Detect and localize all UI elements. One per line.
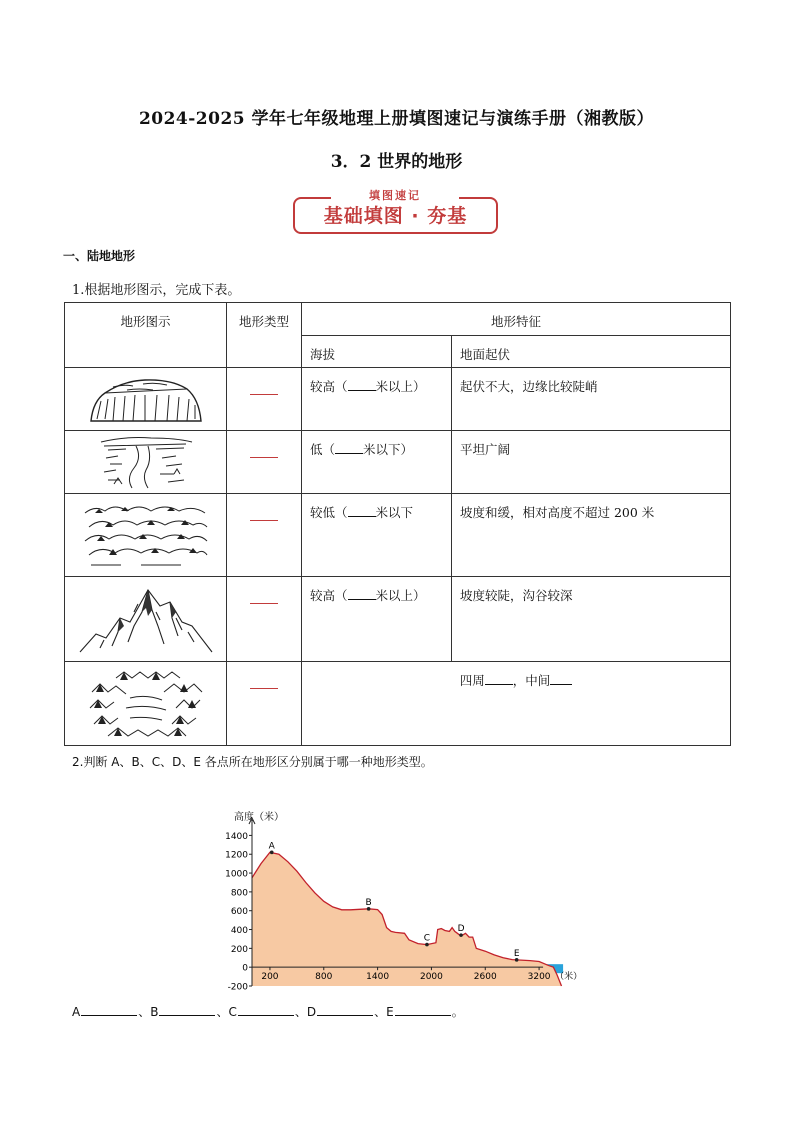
mountain-image bbox=[65, 577, 227, 662]
x-tick-label: 800 bbox=[315, 972, 333, 983]
basin-sketch-icon bbox=[86, 668, 206, 740]
basin-text-2: ，中间 bbox=[512, 673, 551, 688]
altitude-suffix: 米以下 bbox=[375, 505, 414, 520]
type-cell bbox=[227, 577, 302, 662]
x-tick-label: 2000 bbox=[419, 972, 443, 983]
plateau-image bbox=[65, 368, 227, 431]
point-label: A bbox=[268, 841, 275, 852]
point-label: B bbox=[365, 897, 372, 908]
table-row bbox=[65, 368, 731, 431]
answer-separator: 、 bbox=[374, 1005, 387, 1019]
section-heading: 一、陆地地形 bbox=[63, 249, 136, 263]
type-cell bbox=[227, 494, 302, 577]
altitude-blank[interactable] bbox=[335, 440, 363, 454]
answer-blank[interactable] bbox=[159, 1003, 215, 1016]
point-label: E bbox=[513, 948, 520, 959]
type-blank[interactable] bbox=[250, 589, 278, 604]
doc-title: 2024-2025 学年七年级地理上册填图速记与演练手册（湘教版） bbox=[138, 109, 655, 129]
doc-subtitle: 3．2 世界的地形 bbox=[330, 152, 463, 172]
altitude-cell bbox=[302, 577, 452, 662]
y-tick-label: 600 bbox=[230, 907, 248, 918]
altitude-prefix: 较低（ bbox=[310, 505, 348, 520]
type-blank[interactable] bbox=[250, 674, 278, 689]
banner-top-text: 填图速记 bbox=[331, 186, 459, 206]
terrain-table bbox=[64, 302, 731, 746]
x-axis-label: （米） bbox=[555, 972, 583, 983]
type-blank[interactable] bbox=[250, 506, 278, 521]
y-tick-label: 0 bbox=[242, 963, 248, 974]
table-row bbox=[65, 662, 731, 746]
relief-cell: 起伏不大，边缘比较陡峭 bbox=[452, 368, 731, 431]
altitude-cell bbox=[302, 368, 452, 431]
answer-label: D bbox=[306, 1005, 317, 1019]
relief-cell: 坡度和缓，相对高度不超过 200 米 bbox=[452, 494, 731, 577]
y-tick-label: 200 bbox=[230, 944, 248, 955]
altitude-suffix: 米以上） bbox=[375, 588, 426, 603]
answer-blank[interactable] bbox=[81, 1003, 137, 1016]
mountain-sketch-icon bbox=[76, 582, 216, 656]
altitude-prefix: 较高（ bbox=[310, 379, 348, 394]
y-tick-label: -200 bbox=[227, 982, 248, 993]
altitude-blank[interactable] bbox=[348, 377, 376, 391]
altitude-cell bbox=[302, 431, 452, 494]
altitude-suffix: 米以上） bbox=[375, 379, 426, 394]
basin-blank-2[interactable] bbox=[550, 671, 572, 685]
answer-blank[interactable] bbox=[317, 1003, 373, 1016]
altitude-blank[interactable] bbox=[348, 503, 376, 517]
y-tick-label: 400 bbox=[230, 926, 248, 937]
answer-separator: 、 bbox=[138, 1005, 151, 1019]
answer-separator: 。 bbox=[451, 1005, 464, 1019]
header-type: 地形类型 bbox=[227, 303, 302, 368]
x-tick-label: 3200 bbox=[527, 972, 551, 983]
y-tick-label: 800 bbox=[230, 888, 248, 899]
point-label: D bbox=[457, 924, 465, 935]
relief-cell: 坡度较陡，沟谷较深 bbox=[452, 577, 731, 662]
answer-label: C bbox=[228, 1005, 237, 1019]
table-row bbox=[65, 431, 731, 494]
answer-blank[interactable] bbox=[395, 1003, 451, 1016]
y-tick-label: 1400 bbox=[225, 831, 248, 842]
relief-cell: 平坦广阔 bbox=[452, 431, 731, 494]
answer-line bbox=[72, 1003, 464, 1020]
y-axis-label: 高度（米） bbox=[234, 812, 284, 823]
plateau-sketch-icon bbox=[83, 371, 208, 427]
altitude-blank[interactable] bbox=[348, 586, 376, 600]
type-blank[interactable] bbox=[250, 443, 278, 458]
section-banner bbox=[293, 186, 498, 233]
x-tick-label: 1400 bbox=[366, 972, 390, 983]
altitude-prefix: 低（ bbox=[310, 442, 336, 457]
type-blank[interactable] bbox=[250, 380, 278, 395]
answer-separator: 、 bbox=[216, 1005, 229, 1019]
basin-text-1: 四周 bbox=[459, 673, 485, 688]
header-features: 地形特征 bbox=[302, 303, 731, 336]
answer-separator: 、 bbox=[294, 1005, 307, 1019]
basin-image bbox=[65, 662, 227, 746]
altitude-suffix: 米以下） bbox=[363, 442, 414, 457]
answer-blank[interactable] bbox=[238, 1003, 294, 1016]
table-row bbox=[65, 577, 731, 662]
altitude-prefix: 较高（ bbox=[310, 588, 348, 603]
question-1-prompt: 1.根据地形图示，完成下表。 bbox=[72, 283, 241, 298]
answer-label: E bbox=[386, 1005, 394, 1019]
elevation-profile-chart bbox=[220, 806, 583, 993]
y-tick-label: 1000 bbox=[225, 869, 248, 880]
header-image: 地形图示 bbox=[65, 303, 227, 368]
table-row bbox=[65, 494, 731, 577]
header-relief: 地面起伏 bbox=[452, 335, 731, 368]
type-cell bbox=[227, 662, 302, 746]
type-cell bbox=[227, 431, 302, 494]
type-cell bbox=[227, 368, 302, 431]
y-tick-label: 1200 bbox=[225, 850, 248, 861]
plain-image bbox=[65, 431, 227, 494]
plain-sketch-icon bbox=[96, 434, 196, 490]
answer-label: A bbox=[72, 1005, 81, 1019]
basin-feature-cell bbox=[302, 662, 731, 746]
basin-blank-1[interactable] bbox=[485, 671, 513, 685]
hills-sketch-icon bbox=[81, 499, 211, 571]
answer-label: B bbox=[150, 1005, 159, 1019]
point-label: C bbox=[423, 933, 431, 944]
altitude-cell bbox=[302, 494, 452, 577]
x-tick-label: 200 bbox=[261, 972, 279, 983]
hills-image bbox=[65, 494, 227, 577]
question-2-prompt: 2.判断 A、B、C、D、E 各点所在地形区分别属于哪一种地形类型。 bbox=[72, 755, 433, 769]
x-tick-label: 2600 bbox=[473, 972, 497, 983]
banner-main-text: 基础填图 · 夯基 bbox=[323, 205, 468, 227]
header-altitude: 海拔 bbox=[302, 335, 452, 368]
